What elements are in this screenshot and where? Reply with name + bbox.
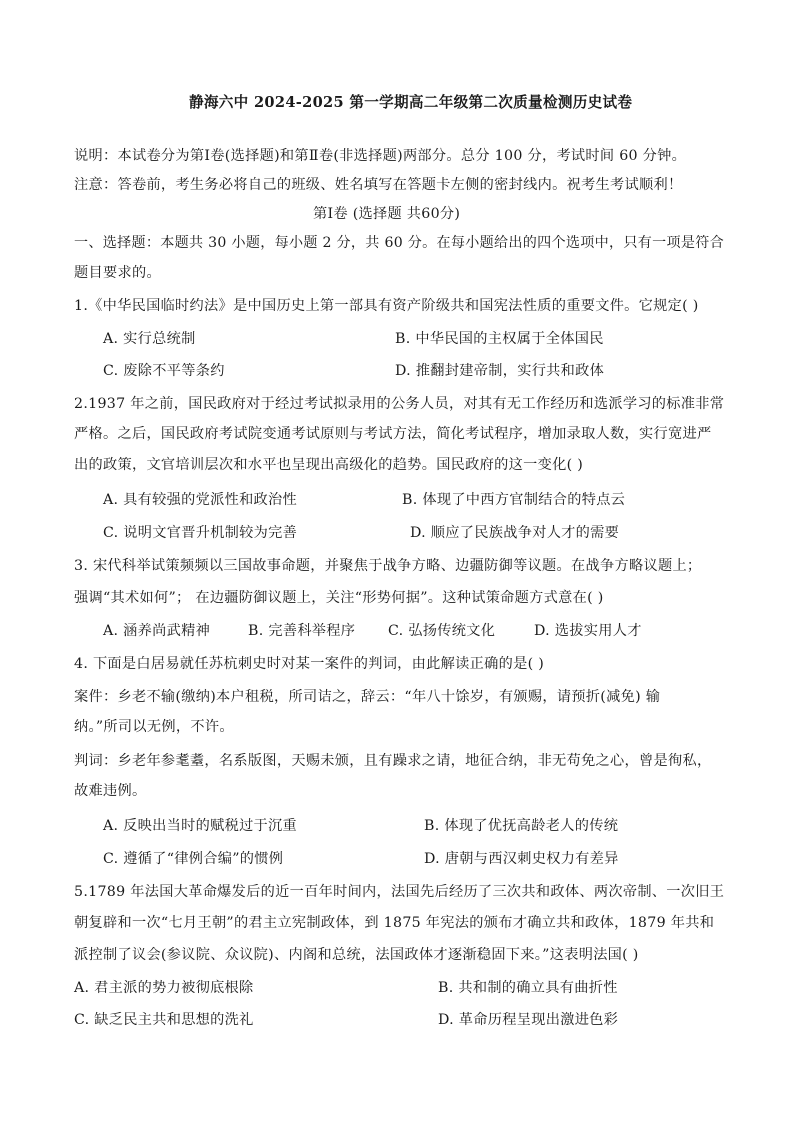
option-b: B. 体现了优抚高龄老人的传统 — [424, 818, 619, 834]
question-stem: 4. 下面是白居易就任苏杭刺史时对某一案件的判词，由此解读正确的是( ) — [74, 656, 545, 672]
option-d: D. 唐朝与西汉刺史权力有差异 — [424, 851, 619, 867]
question-stem: 3. 宋代科举试策频频以三国故事命题，并聚焦于战争方略、边疆防御等议题。在战争方略议题上； — [74, 558, 702, 574]
option-b: B. 共和制的确立具有曲折性 — [438, 980, 618, 996]
question-stem: 出的政策，文官培训层次和水平也呈现出高级化的趋势。国民政府的这一变化( ) — [74, 457, 584, 473]
case-text: 纳。”所司以无例，不许。 — [74, 719, 234, 735]
option-c: C. 说明文官晋升机制较为完善 — [103, 525, 298, 541]
option-d: D. 推翻封建帝制，实行共和政体 — [395, 363, 605, 379]
question-stem: 强调“其术如何”； 在边疆防御议题上，关注“形势何据”。这种试策命题方式意在( ) — [74, 590, 604, 606]
question-stem: 朝复辟和一次“七月王朝”的君主立宪制政体，到 1875 年宪法的颁布才确立共和政体，1879 年共和 — [74, 915, 715, 931]
question-stem: 严格。之后，国民政府考试院变通考试原则与考试方法，简化考试程序，增加录取人数，实行宽进严 — [74, 426, 712, 442]
option-c: C. 遵循了“律例合编”的惯例 — [103, 851, 284, 867]
option-a: A. 君主派的势力被彻底根除 — [74, 980, 254, 996]
exam-title: 静海六中 2024-2025 第一学期高二年级第二次质量检测历史试卷 — [189, 94, 633, 111]
question-stem: 5.1789 年法国大革命爆发后的近一百年时间内，法国先后经历了三次共和政体、两次帝制、一次旧王 — [74, 884, 725, 900]
option-a: A. 反映出当时的赋税过于沉重 — [103, 818, 298, 834]
option-b: B. 体现了中西方官制结合的特点云 — [402, 492, 626, 508]
judgment-text: 故难违例。 — [74, 783, 147, 799]
option-c: C. 缺乏民主共和思想的洗礼 — [74, 1012, 254, 1028]
option-a: A. 具有较强的党派性和政治性 — [103, 492, 298, 508]
option-c: C. 弘扬传统文化 — [388, 623, 496, 639]
exam-caution: 注意：答卷前，考生务必将自己的班级、姓名填写在答题卡左侧的密封线内。祝考生考试顺利！ — [74, 177, 683, 193]
section-heading: 第Ⅰ卷 (选择题 共60分) — [313, 206, 461, 222]
option-d: D. 革命历程呈现出激进色彩 — [438, 1012, 619, 1028]
section-instruction: 一、选择题：本题共 30 小题，每小题 2 分，共 60 分。在每小题给出的四个选项中，只有一项是符合 — [74, 235, 725, 251]
question-stem: 1.《中华民国临时约法》是中国历史上第一部具有资产阶级共和国宪法性质的重要文件。它规定( ) — [74, 298, 699, 314]
exam-note: 说明：本试卷分为第Ⅰ卷(选择题)和第Ⅱ卷(非选择题)两部分。总分 100 分，考试时间 60 分钟。 — [74, 148, 687, 164]
section-instruction-cont: 题目要求的。 — [74, 265, 161, 281]
option-b: B. 中华民国的主权属于全体国民 — [395, 331, 604, 347]
judgment-text: 判词：乡老年参耄耋，名系版图，天赐未颁，且有躁求之请，地征合纳，非无苟免之心，曾是徇私， — [74, 753, 712, 769]
question-stem: 派控制了议会(参议院、众议院)、内阁和总统，法国政体才逐渐稳固下来。”这表明法国( ) — [74, 947, 639, 963]
option-a: A. 实行总统制 — [103, 331, 196, 347]
option-a: A. 涵养尚武精神 — [103, 623, 211, 639]
option-d: D. 选拔实用人才 — [534, 623, 642, 639]
case-text: 案件：乡老不输(缴纳)本户租税，所司诘之，辞云：“年八十馀岁，有颁赐，请预折(减免) 输 — [74, 689, 661, 705]
option-d: D. 顺应了民族战争对人才的需要 — [410, 525, 620, 541]
question-stem: 2.1937 年之前，国民政府对于经过考试拟录用的公务人员，对其有无工作经历和选派学习的标准非常 — [74, 396, 725, 412]
option-b: B. 完善科举程序 — [248, 623, 356, 639]
option-c: C. 废除不平等条约 — [103, 363, 225, 379]
